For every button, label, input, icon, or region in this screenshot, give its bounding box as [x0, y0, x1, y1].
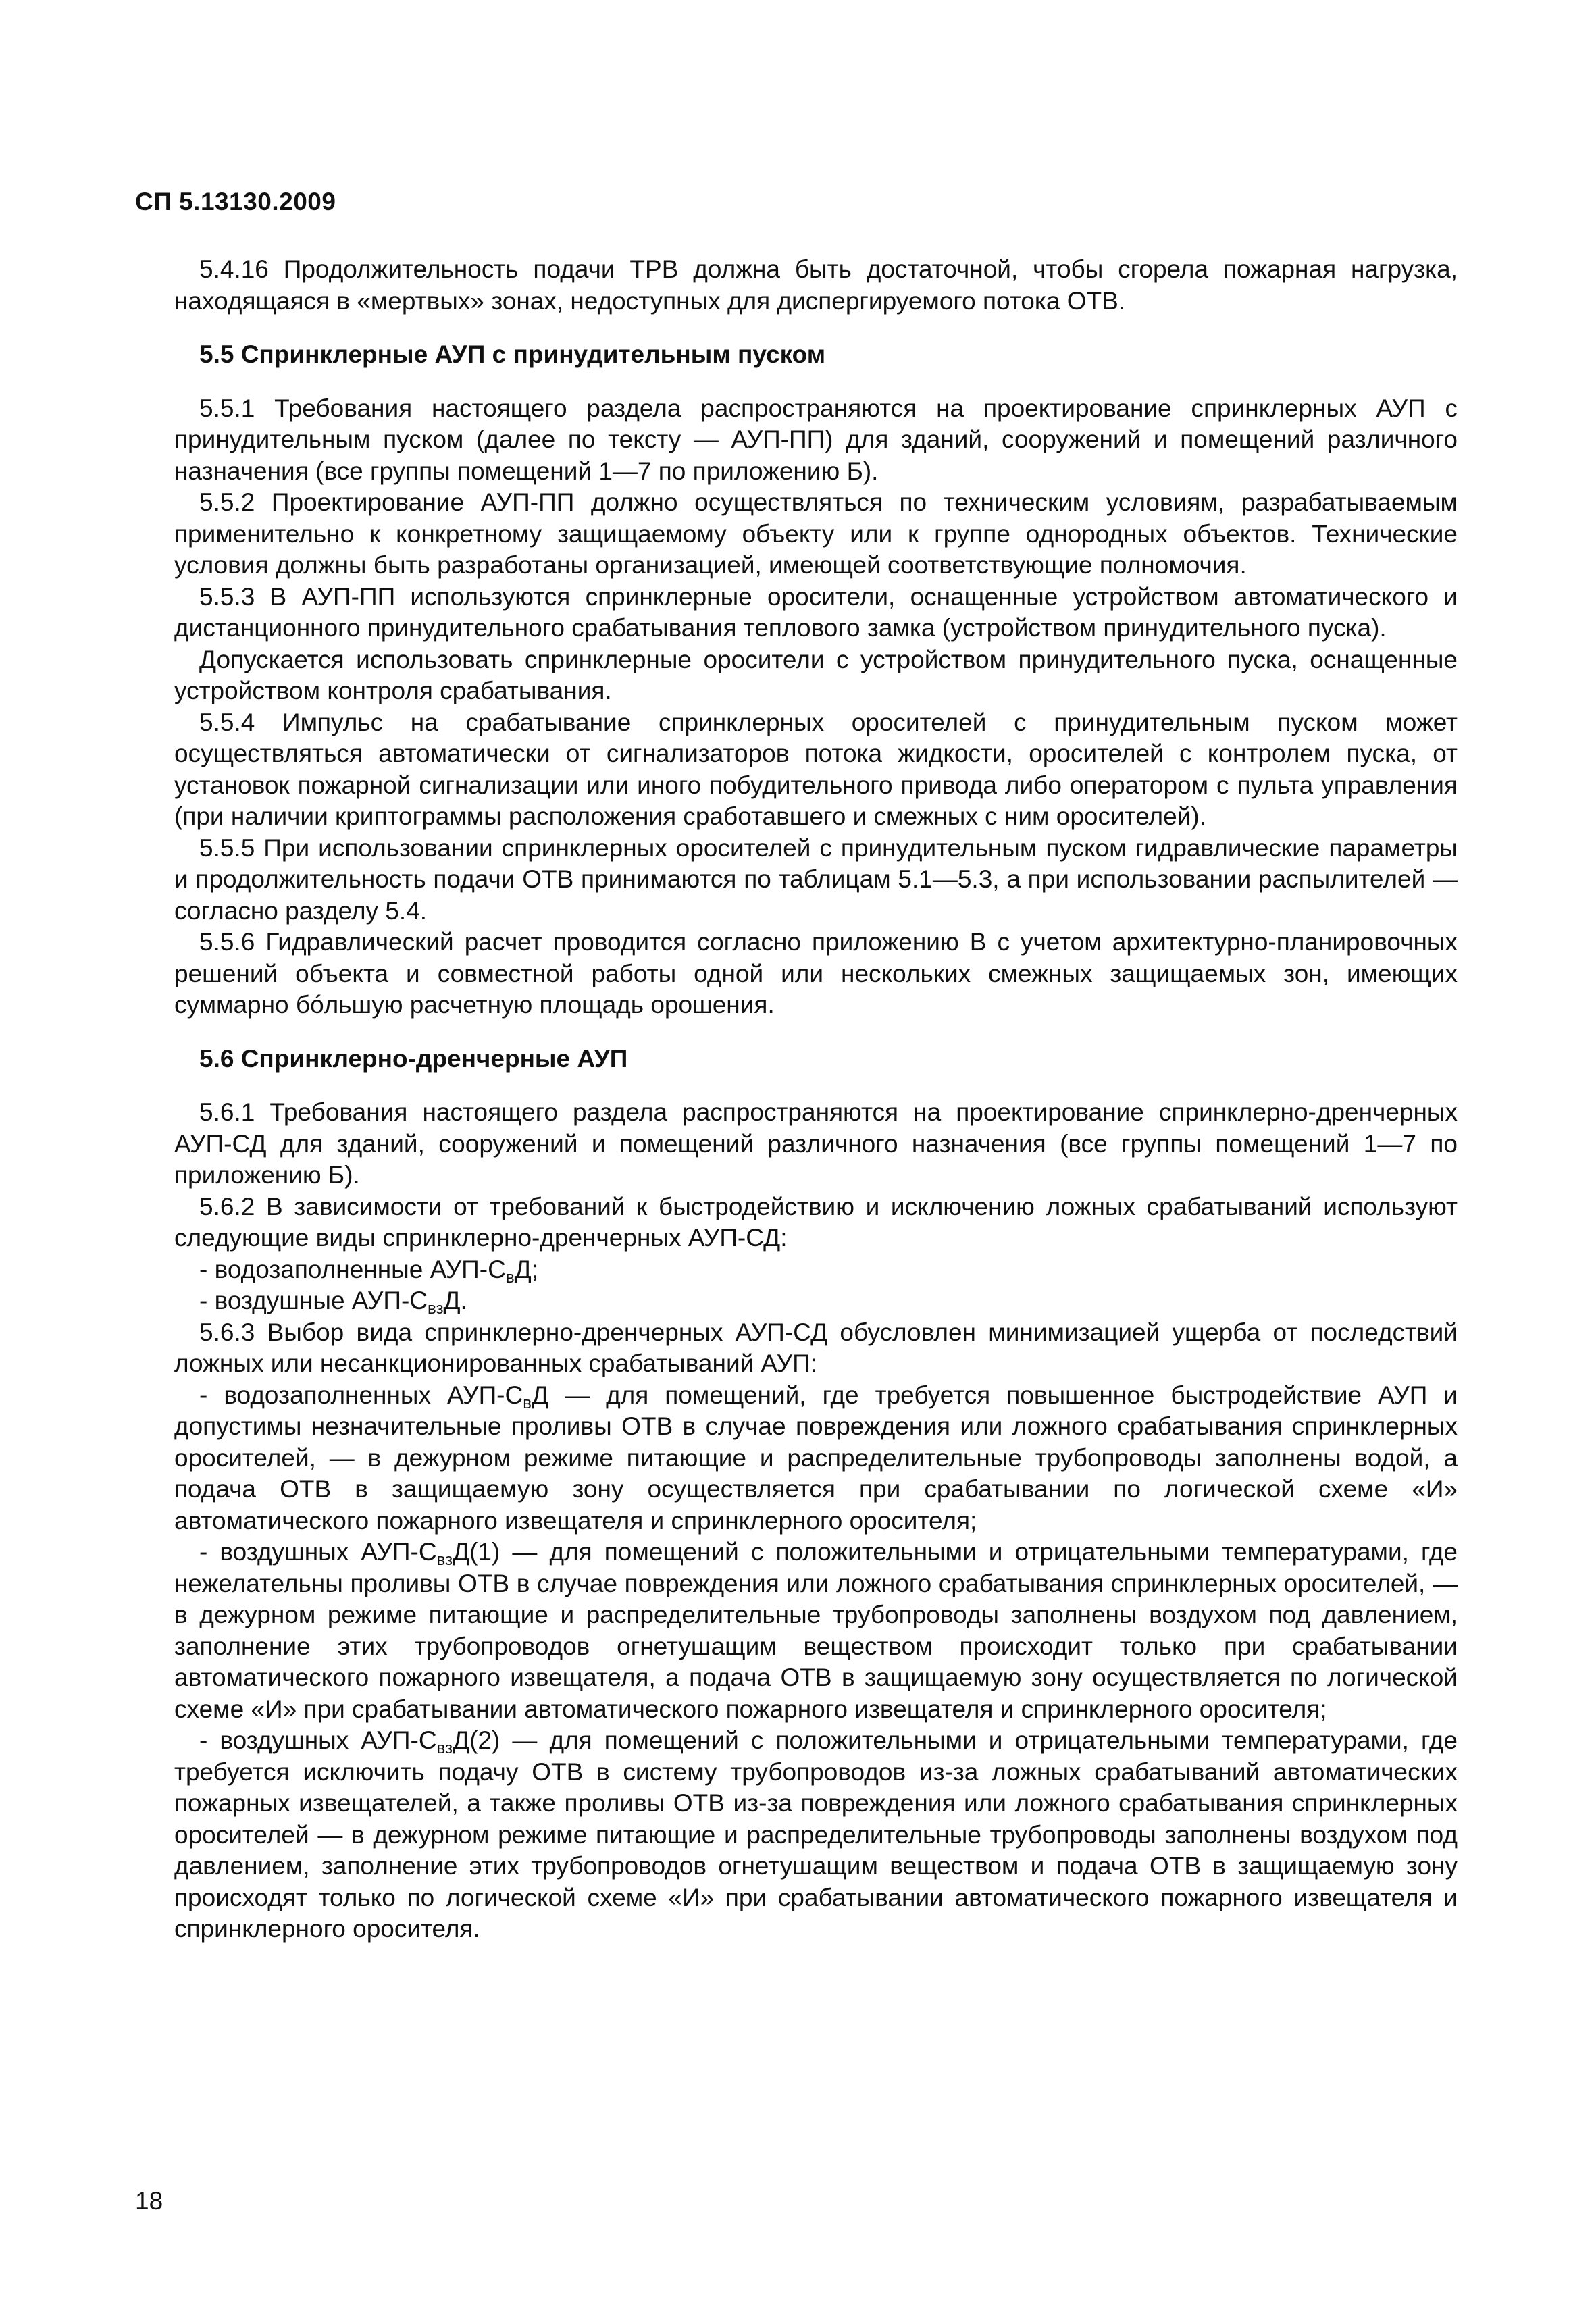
- list-item-air-filled-1-desc: [174, 1537, 1458, 1725]
- page-number: 18: [135, 2187, 163, 2215]
- paragraph-5-5-2: 5.5.2 Проектирование АУП-ПП должно осуществляться по техническим условиям, разрабатываемым применительно к конкретному защищаемому объекту или к группе однородных объектов. Технические условия должны быть разработаны организацией, имеющей соответствующие полномочия.: [174, 488, 1458, 579]
- list-item-air-filled: [174, 1285, 1458, 1317]
- paragraph-5-5-1: 5.5.1 Требования настоящего раздела распространяются на проектирование спринклерных АУП с принудительным пуском (далее по тексту — АУП-ПП) для зданий, сооружений и помещений различного назначения (все группы помещений 1—7 по приложению Б).: [174, 394, 1458, 485]
- list-item-text: Д;: [514, 1255, 538, 1283]
- paragraph-5-5-5: 5.5.5 При использовании спринклерных оросителей с принудительным пуском гидравлические параметры и продолжительность подачи ОТВ принимаются по таблицам 5.1—5.3, а при использовании распылителей — согласно разделу 5.4.: [174, 833, 1458, 925]
- subscript: в: [523, 1393, 532, 1412]
- list-item-text: Д.: [443, 1287, 467, 1314]
- list-item-text: - водозаполненных АУП-С: [199, 1381, 523, 1409]
- page-body: [174, 254, 1458, 1945]
- list-item-text: Д(2) — для помещений с положительными и отрицательными температурами, где требуется исключить подачу ОТВ в систему трубопроводов из-за ложных срабатываний автоматических пожарных извещателей, а также проливы ОТВ из-за повреждения или ложного срабатывания спринклерных оросителей — в дежурном режиме питающие и распределительные трубопроводы заполнены воздухом под давлением, заполнение этих трубопроводов огнетушащим веществом и подача ОТВ в защищаемую зону происходят только по логической схеме «И» при срабатывании автоматического пожарного извещателя и спринклерного оросителя.: [174, 1726, 1458, 1943]
- paragraph-5-5-3: 5.5.3 В АУП-ПП используются спринклерные оросители, оснащенные устройством автоматического и дистанционного принудительного срабатывания теплового замка (устройством принудительного пуска).: [174, 582, 1458, 642]
- paragraph-5-6-3: 5.6.3 Выбор вида спринклерно-дренчерных АУП-СД обусловлен минимизацией ущерба от последствий ложных или несанкционированных срабатываний АУП:: [174, 1318, 1458, 1377]
- section-heading-5-5: 5.5 Спринклерные АУП с принудительным пуском: [199, 340, 826, 368]
- list-item-water-filled: [174, 1254, 1458, 1286]
- paragraph-5-4-16: 5.4.16 Продолжительность подачи ТРВ должна быть достаточной, чтобы сгорела пожарная нагрузка, находящаяся в «мертвых» зонах, недоступных для диспергируемого потока ОТВ.: [174, 255, 1458, 315]
- paragraph-5-6-2: 5.6.2 В зависимости от требований к быстродействию и исключению ложных срабатываний используют следующие виды спринклерно-дренчерных АУП-СД:: [174, 1192, 1458, 1252]
- list-item-text: Д(1) — для помещений с положительными и отрицательными температурами, где нежелательны проливы ОТВ в случае повреждения или ложного срабатывания спринклерных оросителей, — в дежурном режиме питающие и распределительные трубопроводы заполнены воздухом под давлением, заполнение этих трубопроводов огнетушащим веществом происходит только при срабатывании автоматического пожарного извещателя, а подача ОТВ в защищаемую зону осуществляется по логической схеме «И» при срабатывании автоматического пожарного извещателя и спринклерного оросителя;: [174, 1538, 1458, 1723]
- list-item-air-filled-2-desc: [174, 1725, 1458, 1945]
- list-item-text: Д — для помещений, где требуется повышенное быстродействие АУП и допустимы незначительные проливы ОТВ в случае повреждения или ложного срабатывания спринклерных оросителей, — в дежурном режиме питающие и распределительные трубопроводы заполнены водой, а подача ОТВ в защищаемую зону осуществляется при срабатывании по логической схеме «И» автоматического пожарного извещателя и спринклерного оросителя;: [174, 1381, 1458, 1535]
- list-item-water-filled-desc: [174, 1380, 1458, 1537]
- subscript: вз: [436, 1739, 453, 1757]
- list-item-text: - воздушные АУП-С: [199, 1287, 428, 1314]
- paragraph-5-5-4: 5.5.4 Импульс на срабатывание спринклерных оросителей с принудительным пуском может осуществляться автоматически от сигнализаторов потока жидкости, оросителей с контролем пуска, от установок пожарной сигнализации или иного побудительного привода либо оператором с пульта управления (при наличии криптограммы расположения сработавшего и смежных с ним оросителей).: [174, 708, 1458, 830]
- subscript: в: [505, 1268, 515, 1287]
- paragraph-5-6-1: 5.6.1 Требования настоящего раздела распространяются на проектирование спринклерно-дренчерных АУП-СД для зданий, сооружений и помещений различного назначения (все группы помещений 1—7 по приложению Б).: [174, 1098, 1458, 1189]
- paragraph-5-5-6: 5.5.6 Гидравлический расчет проводится согласно приложению В с учетом архитектурно-планировочных решений объекта и совместной работы одной или нескольких смежных защищаемых зон, имеющих суммарно бóльшую расчетную площадь орошения.: [174, 928, 1458, 1019]
- document-code: СП 5.13130.2009: [135, 188, 336, 215]
- subscript: вз: [436, 1551, 453, 1569]
- list-item-text: - водозаполненные АУП-С: [199, 1255, 506, 1283]
- list-item-text: - воздушных АУП-С: [199, 1726, 437, 1754]
- paragraph-5-5-3-note: Допускается использовать спринклерные оросители с устройством принудительного пуска, оснащенные устройством контроля срабатывания.: [174, 645, 1458, 704]
- section-heading-5-6: 5.6 Спринклерно-дренчерные АУП: [199, 1044, 628, 1073]
- subscript: вз: [428, 1300, 444, 1318]
- list-item-text: - воздушных АУП-С: [199, 1538, 437, 1566]
